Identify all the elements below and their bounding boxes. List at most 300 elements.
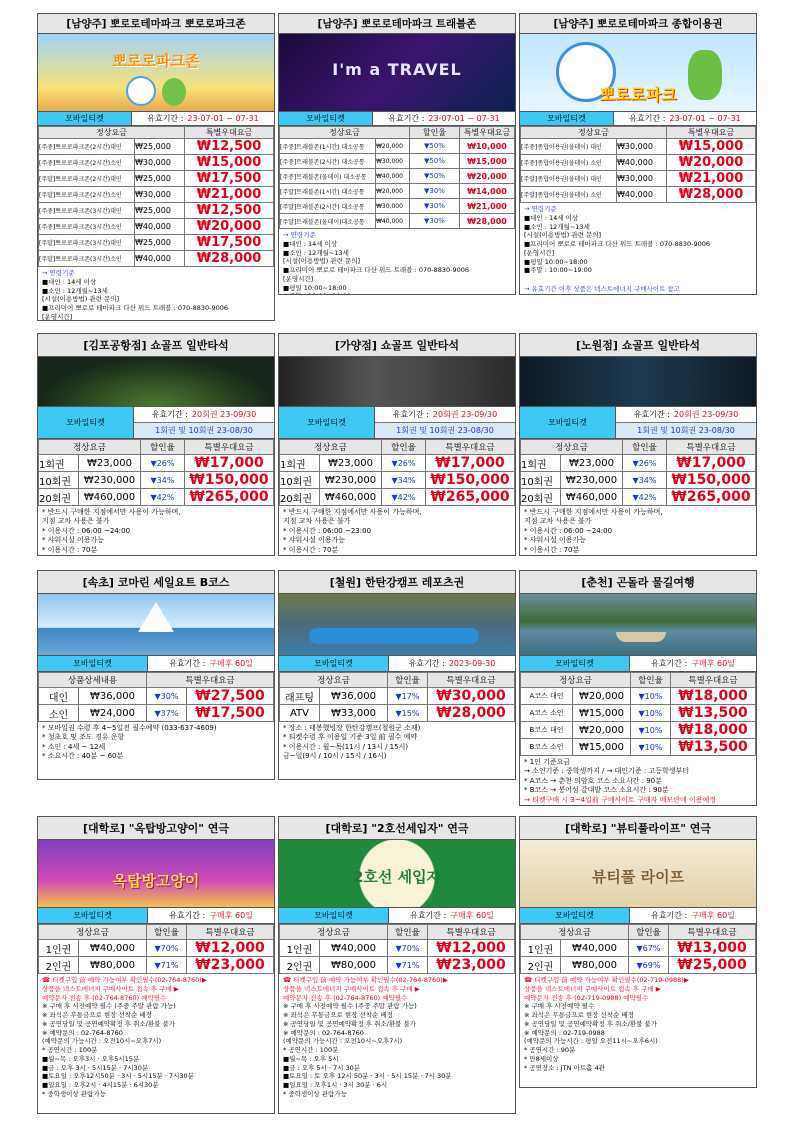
- card-golf-gimpo: [37, 333, 275, 556]
- card-title: [춘천] 곤돌라 물길여행: [520, 571, 756, 594]
- card-photo: [520, 594, 756, 656]
- mobile-ticket-label: 모바일티켓: [38, 407, 134, 438]
- row-special: ₩15,000: [185, 155, 274, 171]
- note-line: ■소인 : 12개월~13세: [42, 286, 108, 295]
- card-photo: [279, 357, 515, 407]
- header-normal: 정상요금: [521, 925, 629, 940]
- row-special: ₩21,000: [185, 187, 274, 203]
- note-line: ■평일 10:00~18:00: [524, 257, 588, 266]
- row-price: ₩25,000: [135, 235, 185, 251]
- row-rate: ▼71%: [388, 957, 428, 974]
- row-special: ₩18,000: [671, 688, 756, 705]
- validity-bar: [279, 407, 515, 439]
- row-price: ₩25,000: [135, 203, 185, 219]
- note-line: * 이용시간 : 06:00 ~24:00: [42, 526, 131, 535]
- row-name: [주중]종합이용권(올데이) 대인: [521, 139, 617, 155]
- note-line: ※ 좌석은 무통금으로 현장 선착순 배정: [524, 1011, 634, 1020]
- card-photo: [279, 594, 515, 656]
- note-line: ■대인 : 14세 이상: [283, 239, 338, 248]
- row-price: ₩460,000: [320, 489, 382, 506]
- row-name: 2인권: [39, 957, 79, 974]
- price-table: [279, 439, 515, 506]
- note-line: * 중학생이상 관람가능: [283, 1089, 347, 1098]
- note-line: * 반드시 구매한 지점에서만 사용이 가능하며,: [42, 508, 181, 516]
- row-rate: ▼34%: [623, 472, 667, 489]
- note-line: ■대인 : 14세 이상: [524, 213, 579, 222]
- validity-period: 2023-09-30: [448, 659, 496, 668]
- note-line: ■대인 : 14세 이상: [42, 277, 97, 286]
- note-line: ■월~목 : 오후3시 · 오후5시15분: [42, 1054, 140, 1063]
- validity-bar: [279, 908, 515, 924]
- validity-period-20: 20회권 23-09/30: [432, 409, 498, 419]
- row-rate: ▼42%: [382, 489, 426, 506]
- row-special: ₩17,000: [426, 455, 515, 472]
- note-line: [시설(이용방법) 관련 문의]: [42, 295, 120, 304]
- row-price: ₩80,000: [320, 957, 388, 974]
- mobile-ticket-label: 모바일티켓: [520, 407, 616, 438]
- validity-bar: [38, 112, 274, 126]
- row-special: ₩17,000: [185, 455, 274, 472]
- table-row: [39, 472, 274, 489]
- row-name: 래프팅: [280, 688, 320, 705]
- note-line: ■주말 : 10:00~19:00: [524, 266, 592, 275]
- note-line: [283, 292, 511, 295]
- row-rate: ▼70%: [147, 940, 187, 957]
- note-line: * 만8세이상: [524, 1054, 559, 1063]
- row-rate: ▼50%: [410, 154, 460, 169]
- row-special: ₩20,000: [667, 155, 756, 171]
- validity-bar: [520, 656, 756, 672]
- note-line: → 연령기준: [283, 231, 316, 239]
- header-discount: 할인율: [629, 925, 669, 940]
- note-line: ■금 : 오후 3시 · 5시15분 · 7시30분: [42, 1063, 149, 1072]
- note-line: * 중학생이상 관람가능: [42, 1089, 106, 1098]
- row-name: 소인: [39, 705, 79, 722]
- row-special: ₩21,000: [667, 171, 756, 187]
- note-line: 지점 교차 사용은 불가: [524, 517, 592, 526]
- row-special: ₩150,000: [185, 472, 274, 489]
- header-special: 특별우대요금: [147, 673, 274, 688]
- yacht-sail-image: [138, 602, 174, 632]
- card-title: [남양주] 뽀로로테마파크 트래블존: [279, 14, 515, 34]
- header-special: 특별우대요금: [667, 440, 756, 455]
- row-rate: ▼42%: [141, 489, 185, 506]
- validity-label: 유효기간 :: [629, 114, 666, 123]
- note-line: * A코스 → 춘천 의암호 코스 소요시간 : 90분: [524, 776, 662, 785]
- note-line: [운영시간]: [524, 248, 555, 257]
- table-row: [521, 187, 756, 203]
- card-photo: [279, 840, 515, 908]
- row-price: ₩33,000: [320, 705, 388, 722]
- card-notes: [520, 974, 756, 1074]
- card-title: [가양점] 쇼골프 일반타석: [279, 334, 515, 357]
- validity-period: 23-07-01 ~ 07-31: [669, 114, 741, 123]
- note-line: [운영시간]: [42, 312, 73, 321]
- row-price: ₩20,000: [573, 722, 631, 739]
- row-name: 1회권: [280, 455, 320, 472]
- row-name: 2인권: [521, 957, 561, 974]
- row-name: 1인권: [521, 940, 561, 957]
- price-table: [520, 439, 756, 506]
- mobile-ticket-label: 모바일티켓: [279, 407, 375, 438]
- note-line: 예약문자 전송 후 (02-764-8760) 예약필수: [283, 993, 408, 1002]
- card-notes: [38, 974, 274, 1101]
- note-line: * 모바일권 수령 후 4~5일전 필수예약 (033-637-4609): [42, 724, 217, 732]
- note-line: * 소인 : 4세 ~ 12세: [42, 742, 106, 751]
- validity-label: 유효기간 :: [392, 409, 429, 419]
- note-line: ■월~목 : 오후 5시: [283, 1054, 339, 1063]
- row-price: ₩30,000: [617, 171, 667, 187]
- note-line: * 장소 : 태봉했빙장 한탄강캠프(철원군 소재): [283, 724, 421, 732]
- row-special: ₩150,000: [667, 472, 756, 489]
- row-price: ₩40,000: [320, 940, 388, 957]
- mobile-ticket-label: 모바일티켓: [520, 656, 630, 671]
- validity-label: 유효기간 :: [651, 911, 688, 920]
- table-row: [39, 219, 274, 235]
- note-line: → 연령기준: [524, 205, 557, 213]
- card-title: [노원점] 쇼골프 일반타석: [520, 334, 756, 357]
- row-special: ₩28,000: [460, 214, 515, 229]
- row-rate: ▼50%: [410, 169, 460, 184]
- note-line: * B코스 → 붕어섬 갈대밭 코스 소요시간 : 90분: [524, 786, 669, 795]
- mobile-ticket-label: 모바일티켓: [38, 112, 132, 125]
- row-rate: ▼26%: [382, 455, 426, 472]
- row-rate: ▼26%: [623, 455, 667, 472]
- row-special: ₩17,500: [187, 705, 274, 722]
- row-rate: ▼37%: [147, 705, 187, 722]
- row-rate: ▼10%: [631, 739, 671, 756]
- row-rate: ▼69%: [629, 957, 669, 974]
- card-cheorwon-camp: [278, 570, 516, 780]
- header-special: 특별우대요금: [671, 673, 756, 688]
- note-line: * 샤워시설 이용가능: [42, 536, 105, 545]
- row-special: ₩20,000: [460, 169, 515, 184]
- validity-bar: [520, 407, 756, 439]
- row-price: ₩230,000: [561, 472, 623, 489]
- row-price: ₩80,000: [79, 957, 147, 974]
- row-price: ₩460,000: [561, 489, 623, 506]
- note-line: 예약문자 전송 후 (02-719-0988) 예약필수: [524, 993, 649, 1002]
- validity-bar: [38, 407, 274, 439]
- row-special: ₩265,000: [185, 489, 274, 506]
- row-name: [주말]종합이용권(올데이) 대인: [521, 171, 617, 187]
- row-special: ₩28,000: [428, 705, 515, 722]
- note-line: → 소인기준 : 중학생까지 / → 대인기준 : 고등학생부터: [524, 767, 690, 776]
- row-rate: ▼15%: [388, 705, 428, 722]
- row-rate: ▼10%: [631, 705, 671, 722]
- rafting-boat-image: [309, 628, 479, 644]
- row-rate: ▼17%: [388, 688, 428, 705]
- header-product: 상품상세내용: [39, 673, 147, 688]
- row-name: [주중]뽀로로파크존(3시간)소인: [39, 219, 135, 235]
- row-special: ₩18,000: [671, 722, 756, 739]
- row-name: [주중]트래블존(2시간) 대소공통: [280, 154, 376, 169]
- table-row: [280, 169, 515, 184]
- mobile-ticket-label: 모바일티켓: [279, 112, 373, 125]
- price-table: [38, 126, 274, 267]
- row-price: ₩40,000: [617, 155, 667, 171]
- row-price: ₩25,000: [135, 139, 185, 155]
- validity-bar: [38, 656, 274, 672]
- card-title: [철원] 한탄강캠프 레포츠권: [279, 571, 515, 594]
- row-name: 대인: [39, 688, 79, 705]
- row-name: 20회권: [521, 489, 561, 506]
- row-name: [주말]뽀로로파크존(3시간)소인: [39, 251, 135, 267]
- note-line: (예약문의 가능시간 : 평일 오전11시~오후6시): [524, 1037, 658, 1046]
- row-price: ₩30,000: [135, 155, 185, 171]
- validity-label: 유효기간 :: [388, 114, 425, 123]
- row-price: ₩230,000: [320, 472, 382, 489]
- table-row: [521, 688, 756, 705]
- note-line: ☎ 티켓구입 前 예약 가능여부 확인필수(02-764-8760)▶: [42, 976, 207, 984]
- row-price: ₩24,000: [79, 705, 147, 722]
- photo-caption: 뽀로로파크: [599, 85, 677, 104]
- row-price: ₩30,000: [376, 154, 410, 169]
- row-name: [주말]트래블존(2시간) 대소공통: [280, 199, 376, 214]
- note-line: ※ 구매 후 사전예약 필수 (주중 주말 관람 가능): [42, 1002, 176, 1011]
- header-normal: 정상요금: [521, 673, 631, 688]
- header-special: 특별우대요금: [428, 673, 515, 688]
- price-table: [520, 672, 756, 756]
- card-photo: [38, 840, 274, 908]
- card-title: [남양주] 뽀로로테마파크 종합이용권: [520, 14, 756, 34]
- note-line: 상품을 넥스트에너지 구매사이트 접속 후 구매 ▶: [524, 984, 661, 993]
- header-special: 특별우대요금: [667, 127, 756, 139]
- header-discount: 할인율: [147, 925, 187, 940]
- note-line: ※ 좌석은 무통금으로 현장 선착순 배정: [283, 1011, 393, 1020]
- header-special: 특별우대요금: [460, 127, 515, 139]
- table-row: [39, 171, 274, 187]
- validity-bar: [279, 112, 515, 126]
- gondola-boat-image: [616, 632, 666, 642]
- row-name: [주중]뽀로로파크존(2시간)소인: [39, 155, 135, 171]
- validity-label: 유효기간 :: [410, 911, 447, 920]
- validity-period: 구매후 60일: [450, 911, 494, 920]
- card-notes: [38, 722, 274, 764]
- validity-period-10: 1회권 및 10회권 23-08/30: [616, 423, 756, 438]
- note-line: ※ 좌석은 무통금으로 현장 선착순 배정: [42, 1011, 152, 1020]
- note-line: * 이용시간 : 06:00 ~24:00: [524, 526, 613, 535]
- row-name: ATV: [280, 705, 320, 722]
- validity-label: 유효기간 :: [147, 114, 184, 123]
- price-table: [279, 126, 515, 229]
- row-price: ₩20,000: [573, 688, 631, 705]
- card-photo: [38, 594, 274, 656]
- note-line: 상품을 넥스트에너지 구매사이트 접속 후 구매 ▶: [42, 984, 179, 993]
- note-line: * 반드시 구매한 지점에서만 사용이 가능하며,: [524, 508, 663, 516]
- table-row: [39, 187, 274, 203]
- note-line: ■소인 : 12개월~13세: [283, 248, 349, 257]
- row-price: ₩30,000: [617, 139, 667, 155]
- table-row: [280, 455, 515, 472]
- mobile-ticket-label: 모바일티켓: [520, 112, 614, 125]
- pororo-character-image: [126, 76, 156, 106]
- row-special: ₩10,000: [460, 139, 515, 154]
- note-line: * 이용시간 : 06:00 ~23:00: [283, 526, 372, 535]
- note-line: ☎ 티켓구입 前 예약 가능여부 확인필수(02-719-0988)▶: [524, 976, 689, 984]
- validity-bar: [520, 908, 756, 924]
- row-price: ₩30,000: [135, 187, 185, 203]
- note-line: * 샤워시설 이용가능: [283, 536, 346, 545]
- mobile-ticket-label: 모바일티켓: [279, 908, 389, 923]
- header-normal: 정상요금: [39, 127, 185, 139]
- row-rate: ▼26%: [141, 455, 185, 472]
- note-line: → 티켓구매 시 3~4일前 구매사이트 구매자 메모란에 이용예정: [524, 795, 716, 804]
- card-photo: [279, 34, 515, 112]
- table-row: [280, 472, 515, 489]
- table-row: [280, 688, 515, 705]
- row-price: ₩20,000: [376, 184, 410, 199]
- row-special: ₩13,000: [669, 940, 756, 957]
- table-row: [521, 940, 756, 957]
- header-discount: 할인율: [382, 440, 426, 455]
- validity-period-20: 20회권 23-09/30: [673, 409, 739, 419]
- note-line: ■소인 : 12개월~13세: [524, 222, 590, 231]
- table-row: [280, 705, 515, 722]
- row-price: ₩40,000: [79, 940, 147, 957]
- validity-label: 유효기간 :: [169, 911, 206, 920]
- card-title: [대학로] "뷰티풀라이프" 연극: [520, 817, 756, 840]
- row-name: [주중]뽀로로파크존(3시간)대인: [39, 203, 135, 219]
- card-notes: [279, 229, 515, 295]
- card-notes: [279, 506, 515, 556]
- mobile-ticket-label: 모바일티켓: [520, 908, 630, 923]
- note-line: 지점 교차 사용은 불가: [283, 517, 351, 526]
- photo-caption: I'm a TRAVEL: [332, 60, 462, 79]
- note-line: ■평일 10:00~18:00: [283, 283, 347, 292]
- row-special: ₩14,000: [460, 184, 515, 199]
- row-special: ₩12,000: [428, 940, 515, 957]
- mobile-ticket-label: 모바일티켓: [279, 656, 389, 671]
- note-line: 상품을 넥스트에너지 구매사이트 접속 후 구매 ▶: [283, 984, 420, 993]
- note-line: ※ 공연당일 및 공연예약확정 후 취소/환불 불가: [42, 1019, 176, 1028]
- row-name: 1회권: [521, 455, 561, 472]
- card-notes: [38, 267, 274, 321]
- row-special: ₩15,000: [460, 154, 515, 169]
- note-line: * 티켓수령 후 이용일 기준 3일 前 필수 예약: [283, 733, 418, 742]
- note-spacer: [524, 275, 752, 285]
- note-line: ※ 구매 후 사전예약 필수 (주중 주말 관람 가능): [283, 1002, 417, 1011]
- table-row: [280, 184, 515, 199]
- note-line: * 1인 기준요금: [524, 758, 571, 766]
- table-row: [521, 155, 756, 171]
- header-normal: 정상요금: [280, 673, 388, 688]
- row-special: ₩28,000: [185, 251, 274, 267]
- row-name: A코스 소인: [521, 705, 573, 722]
- card-golf-nowon: [519, 333, 757, 556]
- validity-label: 유효기간 :: [633, 409, 670, 419]
- note-line: [운영시간]: [283, 274, 314, 283]
- price-table: [279, 924, 515, 974]
- card-photo: [520, 34, 756, 112]
- card-play-rooftop-cat: [37, 816, 275, 1114]
- row-price: ₩36,000: [320, 688, 388, 705]
- card-notes: [520, 203, 756, 295]
- header-special: 특별우대요금: [185, 127, 274, 139]
- table-row: [280, 214, 515, 229]
- table-row: [39, 155, 274, 171]
- note-line: * 공연시간 : 100분: [283, 1046, 339, 1055]
- table-row: [280, 199, 515, 214]
- row-rate: ▼34%: [141, 472, 185, 489]
- table-row: [521, 139, 756, 155]
- price-table: [38, 672, 274, 722]
- table-row: [280, 489, 515, 506]
- validity-period: 구매후 60일: [691, 659, 735, 668]
- note-line: ■프리미어 뽀로로 테마파크 다산 위드 트래블 : 070-8830-9006: [42, 304, 228, 313]
- note-line: ■토요일 : 토 오후 12시 50분 · 3시 · 5시 15분 · 7시 30분: [283, 1072, 452, 1081]
- note-line: ※ 예약문의 : 02-764-8760: [283, 1028, 364, 1037]
- table-row: [280, 139, 515, 154]
- note-line: * 소요시간 : 40분 ~ 60분: [42, 752, 124, 761]
- note-line: [시설(이용방법) 관련 문의]: [524, 231, 602, 240]
- row-price: ₩40,000: [376, 169, 410, 184]
- row-rate: ▼50%: [410, 139, 460, 154]
- note-line: * 이용시간 : 월~목(11시 / 13시 / 15시): [283, 742, 409, 751]
- row-price: ₩15,000: [573, 739, 631, 756]
- note-line: * 청초호 및 조도 경유 운항: [42, 733, 125, 742]
- row-special: ₩12,000: [187, 940, 274, 957]
- row-special: ₩265,000: [426, 489, 515, 506]
- card-pororo-combo: [519, 13, 757, 295]
- note-line: [시설(이용방법) 관련 문의]: [283, 257, 361, 266]
- row-name: 10회권: [521, 472, 561, 489]
- validity-period-10: 1회권 및 10회권 23-08/30: [375, 423, 515, 438]
- card-pororo-park: [37, 13, 275, 321]
- header-special: 특별우대요금: [669, 925, 756, 940]
- row-rate: ▼42%: [623, 489, 667, 506]
- row-rate: ▼67%: [629, 940, 669, 957]
- row-special: ₩17,000: [667, 455, 756, 472]
- header-normal: 정상요금: [39, 440, 141, 455]
- validity-label: 유효기간 :: [151, 409, 188, 419]
- row-price: ₩40,000: [135, 219, 185, 235]
- table-row: [521, 722, 756, 739]
- note-line: (예약문의 가능시간 : 오전10시~오후7시): [42, 1037, 162, 1046]
- note-line: 예약문자 전송 후 (02-764-8760) 예약필수: [42, 993, 167, 1002]
- row-price: ₩23,000: [561, 455, 623, 472]
- note-line: * 이용시간 : 70분: [42, 545, 98, 554]
- row-price: ₩460,000: [79, 489, 141, 506]
- card-title: [대학로] "옥탑방고양이" 연극: [38, 817, 274, 840]
- note-line: * 샤워시설 이용가능: [524, 536, 587, 545]
- row-rate: ▼34%: [382, 472, 426, 489]
- note-line: * 공연장소 : JTN 아트홀 4관: [524, 1063, 605, 1072]
- table-row: [521, 171, 756, 187]
- validity-label: 유효기간 :: [408, 659, 445, 668]
- row-name: [주중]종합이용권(올데이) 소인: [521, 155, 617, 171]
- card-notes: [38, 506, 274, 556]
- table-row: [280, 154, 515, 169]
- row-special: ₩25,000: [669, 957, 756, 974]
- row-name: 1회권: [39, 455, 79, 472]
- table-row: [521, 739, 756, 756]
- note-line: → 유효기간 이후 상품은 넥스트에너지 구매사이트 참고: [524, 285, 680, 294]
- table-row: [39, 203, 274, 219]
- price-table: [38, 924, 274, 974]
- table-row: [39, 455, 274, 472]
- header-discount: 할인율: [623, 440, 667, 455]
- row-name: [주중]트래블존(올데이) 대소공통: [280, 169, 376, 184]
- row-special: ₩13,500: [671, 705, 756, 722]
- price-table: [279, 672, 515, 722]
- table-row: [39, 957, 274, 974]
- header-discount: 할인율: [141, 440, 185, 455]
- note-line: [524, 805, 752, 806]
- row-name: [주말]뽀로로파크존(3시간)대인: [39, 235, 135, 251]
- card-photo: [520, 357, 756, 407]
- price-table: [520, 126, 756, 203]
